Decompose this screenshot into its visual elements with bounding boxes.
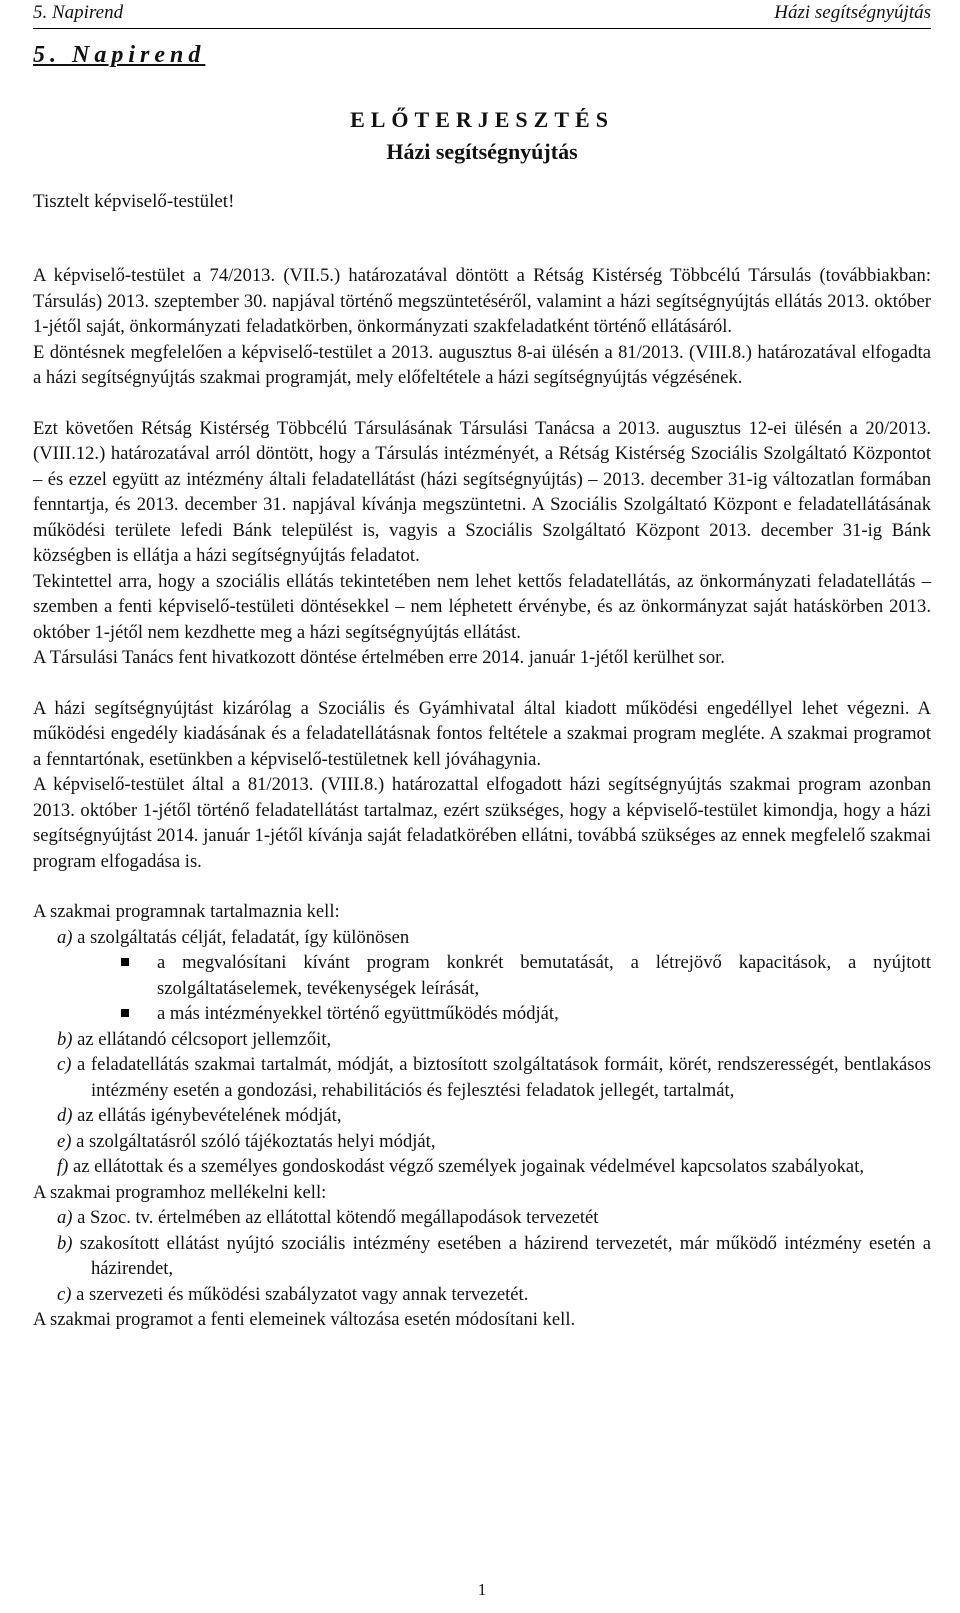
list-item-text: az ellátás igénybevételének módját, — [77, 1105, 342, 1126]
list-item-text: szakosított ellátást nyújtó szociális intézmény esetében a házirend tervezetét, már működő intézmény esetén a házirendet, — [79, 1232, 931, 1279]
paragraph-1: A képviselő-testület a 74/2013. (VII.5.) határozatával döntött a Rétság Kistérség Többcélú Társulás (továbbiakban: Társulás) 2013. szeptember 30. napjával történő megszüntetéséről, valamint a házi segítségnyújtás ellátás 2013. október 1-jétől saját, önkormányzati feladatkörben, önkormányzati szakfeladatként történő ellátásáról. — [33, 265, 931, 337]
list-item — [33, 1129, 931, 1155]
paragraph-3: Ezt követően Rétság Kistérség Többcélú Társulásának Társulási Tanácsa a 2013. augusztus 12-ei ülésén a 20/2013. (VIII.12.) határozatával arról döntött, hogy a Társulás intézményét, a Rétság Kistérség Szociális Szolgáltató Központot – és ezzel együtt az intézmény általi feladatellátást (házi segítségnyújtás) – 2013. december 31-ig változatlan formában fenntartja, és 2013. december 31. napjával kívánja megszüntetni. A Szociális Szolgáltató Központ e feladatellátásának működési területe lefedi Bánk települést is, vagyis a Szociális Szolgáltató Központ 2013. december 31-ig Bánk községben is ellátja a házi segítségnyújtás feladatot. — [33, 417, 931, 566]
list-marker: f) — [57, 1156, 69, 1177]
list-item-text: a feladatellátás szakmai tartalmát, módját, a biztosított szolgáltatások formáit, körét, rendszerességét, bentlakásos intézmény esetén a gondozási, rehabilitációs és fejlesztési feladatok jellegét, tartalmát, — [77, 1054, 931, 1101]
sub-bullet-item — [33, 950, 931, 1001]
document-subtitle: Házi segítségnyújtás — [386, 139, 578, 164]
list-item — [33, 1154, 931, 1180]
body-text — [33, 263, 931, 1333]
paragraph-2: E döntésnek megfelelően a képviselő-testület a 2013. augusztus 8-ai ülésén a 81/2013. (VIII.8.) határozatával elfogadta a házi segítségnyújtás szakmai programját, mely előfeltétele a házi segítségnyújtás végzésének. — [33, 341, 931, 388]
list-marker: e) — [57, 1130, 72, 1152]
list-item — [33, 1027, 931, 1053]
sub-bullet-item — [33, 1001, 931, 1027]
list-item — [33, 1103, 931, 1129]
square-bullet-icon — [121, 958, 129, 966]
list-item-text: a szolgáltatásról szóló tájékoztatás helyi módját, — [76, 1130, 436, 1152]
title-block — [33, 104, 931, 168]
list-marker: d) — [57, 1105, 73, 1126]
paragraph-7: A képviselő-testület által a 81/2013. (VIII.8.) határozattal elfogadott házi segítségnyújtás szakmai program azonban 2013. október 1-jétől történő feladatellátást tartalmaz, ezért szükséges, hogy a képviselő-testület kimondja, hogy a házi segítségnyújtást 2014. január 1-jétől kívánja saját feladatkörében ellátni, továbbá szükséges az ennek megfelelő szakmai program elfogadása is. — [33, 774, 931, 872]
list-marker: b) — [57, 1232, 73, 1254]
page-number: 1 — [477, 1580, 487, 1599]
sub-bullet-text: a megvalósítani kívánt program konkrét bemutatását, a létrejövő kapacitások, a nyújtott szolgáltatáselemek, tevékenységek leírását, — [157, 952, 931, 999]
running-header — [33, 2, 931, 29]
paragraph-10: A szakmai programot a fenti elemeinek változása esetén módosítani kell. — [33, 1309, 576, 1330]
list-item — [33, 925, 931, 951]
header-right: Házi segítségnyújtás — [774, 2, 931, 23]
list-item-text: az ellátandó célcsoport jellemzőit, — [77, 1028, 332, 1050]
header-left: 5. Napirend — [33, 2, 124, 23]
napirend-label: 5. Napirend — [33, 42, 206, 68]
paragraph-9: A szakmai programhoz mellékelni kell: — [33, 1181, 327, 1203]
list-marker: a) — [57, 1207, 73, 1228]
list-item — [33, 1052, 931, 1103]
list-item-text: az ellátottak és a személyes gondoskodást végző személyek jogainak védelmével kapcsolatos szabályokat, — [73, 1156, 865, 1177]
paragraph-5: A Társulási Tanács fent hivatkozott döntése értelmében erre 2014. január 1-jétől kerülhet sor. — [33, 647, 725, 668]
list-marker: a) — [57, 926, 73, 948]
square-bullet-icon — [121, 1009, 129, 1017]
paragraph-4: Tekintettel arra, hogy a szociális ellátás tekintetében nem lehet kettős feladatellátás, az önkormányzati feladatellátás – szemben a fenti képviselő-testületi döntésekkel – nem léphetett érvénybe, és az önkormányzat saját hatáskörben 2013. október 1-jétől nem kezdhette meg a házi segítségnyújtás ellátást. — [33, 570, 931, 643]
paragraph-6: A házi segítségnyújtást kizárólag a Szociális és Gyámhivatal által kiadott működési engedéllyel lehet végezni. A működési engedély kiadásának és a feladatellátásnak fontos feltétele a szakmai program megléte. A szakmai programot a fenntartónak, esetünkben a képviselő-testületnek kell jóváhagynia. — [33, 697, 931, 770]
list-item-text: a szervezeti és működési szabályzatot vagy annak tervezetét. — [76, 1283, 529, 1305]
paragraph-8: A szakmai programnak tartalmaznia kell: — [33, 901, 340, 922]
list-item — [33, 1231, 931, 1282]
list-item — [33, 1205, 931, 1231]
list-marker: c) — [57, 1054, 72, 1075]
list-marker: c) — [57, 1283, 72, 1305]
list-marker: b) — [57, 1028, 73, 1050]
document-title: ELŐTERJESZTÉS — [350, 107, 614, 132]
list-item — [33, 1282, 931, 1308]
list-item-text: a szolgáltatás célját, feladatát, így különösen — [77, 926, 410, 948]
salutation: Tisztelt képviselő-testület! — [33, 191, 235, 212]
sub-bullet-text: a más intézményekkel történő együttműködés módját, — [157, 1003, 559, 1024]
list-item-text: a Szoc. tv. értelmében az ellátottal kötendő megállapodások tervezetét — [77, 1207, 599, 1228]
